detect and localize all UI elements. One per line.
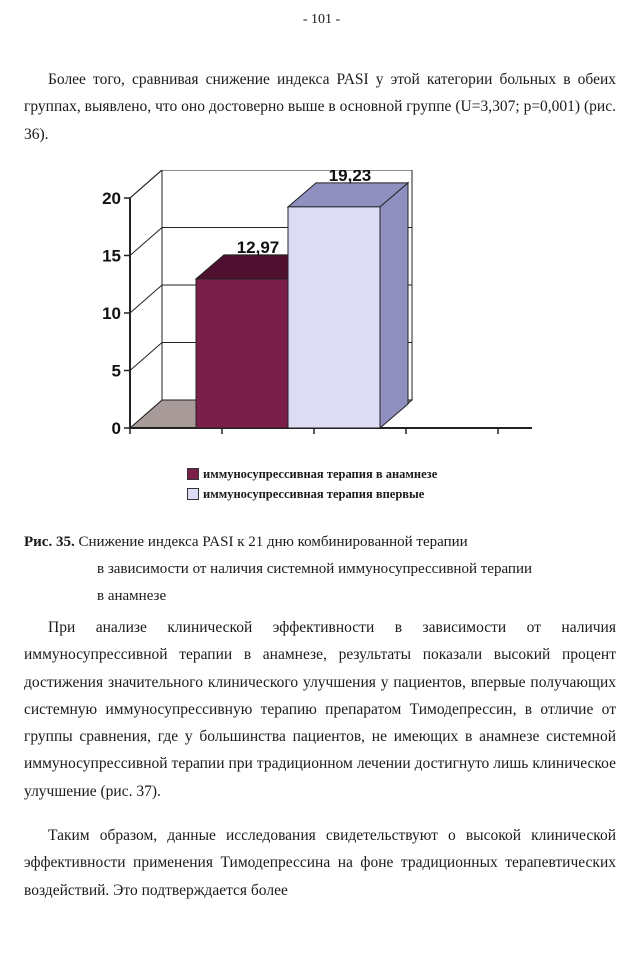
caption-line-1: Снижение индекса PASI к 21 дню комбинированной терапии [78, 534, 468, 550]
y-tick-label: 15 [102, 246, 121, 266]
caption-prefix: Рис. 35. [24, 534, 75, 550]
bar-2 [288, 207, 380, 428]
legend-item-1 [187, 464, 437, 484]
intro-paragraph: Более того, сравнивая снижение индекса PASI у этой категории больных в обеих группах, выявлено, что оно достоверно выше в основной группе (U=3,307; p=0,001) (рис. 36). [24, 71, 616, 143]
bar-value-label-2: 19,23 [328, 170, 372, 185]
y-tick-label: 5 [111, 361, 121, 381]
caption-line-3: в анамнезе [97, 588, 167, 604]
bar-1 [196, 279, 288, 428]
page-number: - 101 - [302, 12, 341, 27]
paragraph-2: При анализе клинической эффективности в зависимости от наличия иммуносупрессивной терапии в анамнезе, результаты показали высокий процент достижения значительного клинического улучшения у пациентов, впервые получающих системную иммуносупрессивную терапию препаратом Тимодепрессин, в отличие от группы сравнения, где у большинства пациентов, не имеющих в анамнезе системной иммуносупрессивной терапии при традиционном лечении достигнуто лишь клиническое улучшение (рис. 37). [24, 619, 616, 800]
legend-label-2: иммуносупрессивная терапия впервые [203, 487, 425, 501]
paragraph-3: Таким образом, данные исследования свидетельствуют о высокой клинической эффективности применения Тимодепрессина на фоне традиционных терапевтических воздействий. Это подтверждается более [24, 827, 616, 899]
legend-swatch-2 [187, 488, 199, 500]
chart-svg [90, 170, 550, 460]
y-tick-label: 20 [102, 189, 121, 208]
legend-label-1: иммуносупрессивная терапия в анамнезе [203, 467, 438, 481]
figure-caption [24, 529, 624, 610]
legend-item-2 [187, 484, 437, 504]
y-tick-label: 0 [111, 419, 121, 438]
y-tick-label: 10 [102, 304, 121, 323]
legend-swatch-1 [187, 468, 199, 480]
chart-legend [187, 464, 437, 504]
bar-side-2 [380, 183, 408, 428]
bar-value-label-1: 12,97 [236, 237, 280, 257]
caption-line-2: в зависимости от наличия системной иммуносупрессивной терапии [97, 561, 532, 577]
